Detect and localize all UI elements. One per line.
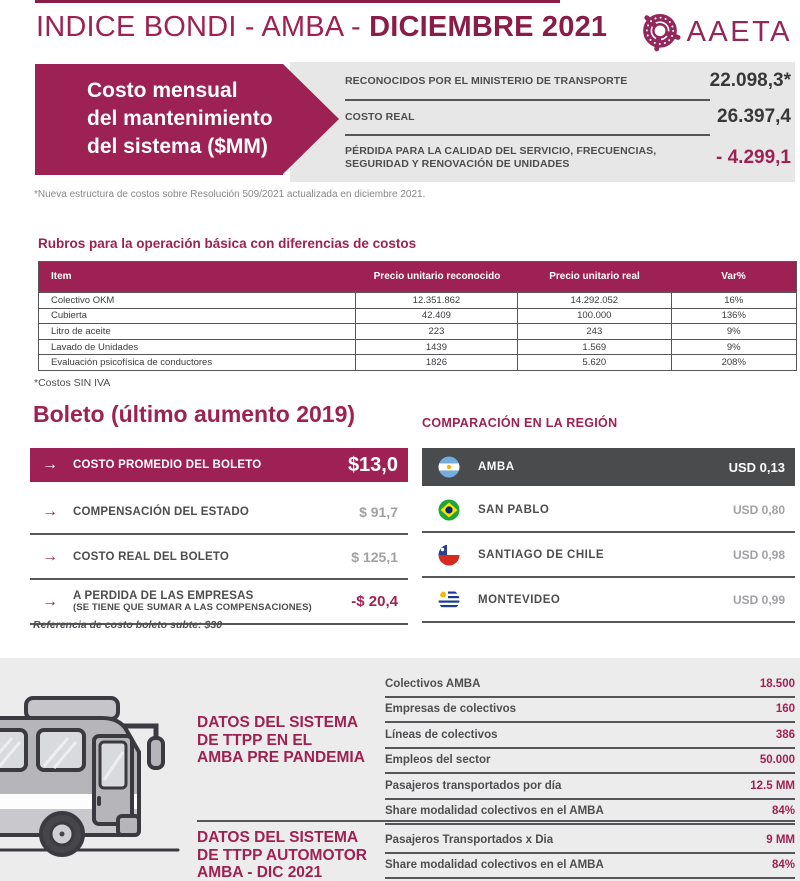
cell-real: 14.292.052 [517,293,670,308]
rubros-table-title: Rubros para la operación básica con diferencias de costos [38,236,417,251]
cost-row-value: 26.397,4 [717,106,791,128]
data-label: Líneas de colectivos [385,728,498,741]
cell-reconocido: 42.409 [355,309,517,324]
region-label: SAN PABLO [478,503,550,516]
cell-item: Evaluación psicofísica de conductores [51,357,213,369]
region-label: SANTIAGO DE CHILE [478,548,605,561]
cell-item: Colectivo OKM [51,294,115,306]
boleto-note: Referencia de costo boleto subte: $30 [33,619,223,631]
cost-row [345,101,791,134]
data-row [385,854,795,880]
dic-2021-list [385,828,795,879]
dic-2021-heading: DATOS DEL SISTEMA DE TTPP AUTOMOTOR AMBA - DIC 2021 [197,829,367,881]
region-label: MONTEVIDEO [478,593,561,606]
region-value: USD 0,13 [728,459,785,475]
col-header-item: Item [51,271,72,282]
cell-real: 5.620 [517,355,670,370]
boleto-title: Boleto (último aumento 2019) [33,401,356,427]
data-label: Colectivos AMBA [385,677,481,690]
cost-row-value: 22.098,3* [709,70,791,92]
arrow-right-icon: → [42,547,58,565]
cell-var: 136% [671,309,797,324]
cell-var: 16% [671,293,797,308]
cost-row [345,136,791,180]
cost-row-label: PÉRDIDA PARA LA CALIDAD DEL SERVICIO, FRECUENCIAS, SEGURIDAD Y RENOVACIÓN DE UNIDADES [345,145,657,170]
cell-reconocido: 1826 [355,355,517,370]
boleto-row [30,490,408,535]
data-value: 50.000 [759,754,795,767]
table-header-row [39,262,796,291]
section-separator [197,820,795,822]
boleto-list [30,448,408,625]
region-value: USD 0,98 [732,547,785,562]
cell-var: 9% [671,324,797,339]
table-row [39,309,796,325]
data-row [385,774,795,800]
page-title-regular: INDICE BONDI - AMBA - [36,11,370,43]
data-value: 18.500 [759,677,795,690]
cell-item: Litro de aceite [51,325,111,337]
cost-panel-arrow-box [35,64,283,175]
page-title-bold: DICIEMBRE 2021 [369,11,608,43]
table-row [39,355,796,370]
cell-var: 9% [671,340,797,355]
cost-panel-title: Costo mensual del mantenimiento del sistema ($MM) [87,79,273,158]
data-row [385,698,795,724]
cell-reconocido: 12.351.862 [355,293,517,308]
region-row-amba [422,448,795,486]
arrow-right-icon: → [42,592,58,610]
cell-real: 100.000 [517,309,670,324]
cell-item: Lavado de Unidades [51,341,139,353]
data-row [385,672,795,698]
page-title [36,11,607,44]
cost-footnote: *Nueva estructura de costos sobre Resolución 509/2021 actualizada en diciembre 2021. [34,189,426,200]
boleto-row-label: COMPENSACIÓN DEL ESTADO [73,505,250,518]
data-value: 84% [771,805,795,818]
cost-summary-list [345,64,791,180]
cost-row-label: COSTO REAL [345,110,415,123]
table-body [39,291,796,370]
cell-reconocido: 1439 [355,340,517,355]
arrow-right-icon: → [42,502,58,520]
data-value: 160 [775,703,795,716]
argentina-flag [438,456,460,478]
data-row [385,749,795,775]
aaeta-wheel-icon [637,6,683,59]
cost-row-value-loss: - 4.299,1 [716,146,791,168]
data-row [385,723,795,749]
boleto-row-label: COSTO REAL DEL BOLETO [73,550,230,563]
data-row [385,828,795,854]
top-rule [35,0,560,3]
data-label: Share modalidad colectivos en el AMBA [385,805,604,818]
arrow-tip [283,64,339,174]
data-value: 9 MM [766,833,795,846]
cost-row [345,64,791,99]
cell-real: 243 [517,324,670,339]
boleto-row [30,535,408,580]
region-value: USD 0,80 [732,502,785,517]
boleto-row-highlight [30,448,408,482]
aaeta-logo [637,6,792,59]
cell-reconocido: 223 [355,324,517,339]
cell-item: Cubierta [51,310,87,322]
cell-real: 1.569 [517,340,670,355]
data-value: 12.5 MM [750,779,795,792]
rubros-table [38,261,797,371]
pre-pandemia-heading: DATOS DEL SISTEMA DE TTPP EN EL AMBA PRE PANDEMIA [197,714,365,766]
boleto-row-value: $ 91,7 [359,503,398,520]
aaeta-logo-text: AAETA [686,16,792,48]
region-row-san-pablo [422,488,795,533]
boleto-row-value-loss: -$ 20,4 [351,593,398,610]
table-row [39,324,796,340]
region-label: AMBA [478,461,515,473]
bus-illustration [0,688,190,865]
region-value: USD 0,99 [732,592,785,607]
col-header-real: Precio unitario real [549,271,640,282]
pre-pandemia-list [385,672,795,825]
arrow-right-icon: → [42,456,58,473]
table-row [39,293,796,309]
region-list [422,448,795,623]
data-label: Pasajeros transportados por día [385,779,562,792]
region-row-montevideo [422,578,795,623]
data-value: 386 [775,728,795,741]
boleto-row-value: $ 125,1 [351,548,398,565]
table-footnote: *Costos SIN IVA [34,377,111,389]
bottom-section [0,658,800,881]
col-header-var: Var% [721,271,746,282]
region-title: COMPARACIÓN EN LA REGIÓN [422,416,618,430]
data-label: Empresas de colectivos [385,703,517,716]
brazil-flag [438,499,460,521]
data-value: 84% [771,859,795,872]
table-row [39,340,796,356]
boleto-row-label-stack: A PERDIDA DE LAS EMPRESAS (SE TIENE QUE SUMAR A LAS COMPENSACIONES) [73,590,312,613]
cell-var: 208% [671,355,797,370]
col-header-reconocido: Precio unitario reconocido [373,271,501,282]
boleto-row-value: $13,0 [347,453,398,476]
region-row-santiago [422,533,795,578]
data-label: Empleos del sector [385,754,491,767]
data-label: Pasajeros Transportados x Dia [385,833,554,846]
data-label: Share modalidad colectivos en el AMBA [385,859,604,872]
chile-flag [438,544,460,566]
uruguay-flag [438,589,460,611]
cost-row-label: RECONOCIDOS POR EL MINISTERIO DE TRANSPORTE [345,75,628,88]
boleto-row-label: COSTO PROMEDIO DEL BOLETO [73,459,262,471]
